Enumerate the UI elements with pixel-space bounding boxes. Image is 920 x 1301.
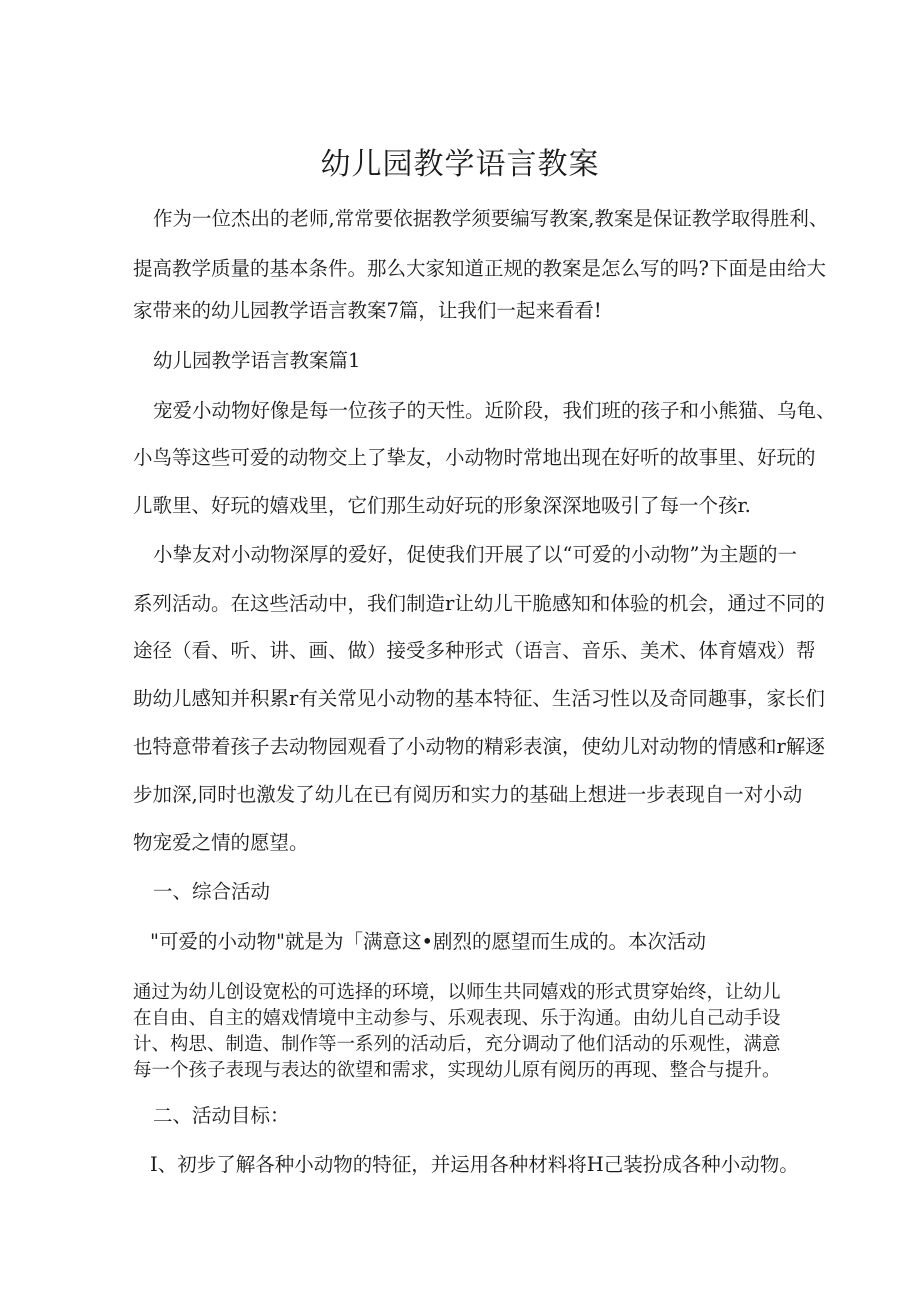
para1-line-2: 小鸟等这些可爱的动物交上了挚友，小动物时常地出现在好听的故事里、好玩的	[133, 446, 816, 469]
intro-line-3: 家带来的幼儿园教学语言教案7篇，让我们一起来看看!	[133, 299, 602, 322]
document-title: 幼儿园教学语言教案	[320, 147, 600, 182]
goal-item-1: I、初步了解各种小动物的特征，并运用各种材料将H己装扮成各种小动物。	[150, 1153, 799, 1176]
para2-line-5: 也特意带着孩子去动物园观看了小动物的精彩表演，使幼儿对动物的情感和r解逐	[133, 735, 825, 758]
para3-line-1: 通过为幼儿创设宽松的可选择的环境，以师生共同嬉戏的形式贯穿始终，让幼儿	[133, 982, 781, 1003]
para2-line-2: 系列活动。在这些活动中，我们制造r让幼儿干脆感知和体验的机会，通过不同的	[133, 592, 825, 615]
para1-line-3: 儿歌里、好玩的嬉戏里，它们那生动好玩的形象深深地吸引了每一个孩r.	[133, 494, 751, 517]
para3-first-line: "可爱的小动物"就是为「满意这•剧烈的愿望而生成的。本次活动	[150, 930, 706, 953]
para2-line-4: 助幼儿感知并积累r有关常见小动物的基本特征、生活习性以及奇同趣事，家长们	[133, 687, 825, 710]
para2-line-3: 途径（看、听、讲、画、做）接受多种形式（语言、音乐、美术、体育嬉戏）帮	[133, 639, 816, 662]
para1-line-1: 宠爱小动物好像是每一位孩子的天性。近阶段，我们班的孩子和小熊猫、乌龟、	[153, 399, 836, 422]
para2-line-7: 物宠爱之情的愿望。	[133, 831, 309, 854]
heading-activity-goals: 二、活动目标：	[153, 1104, 290, 1127]
para3-line-4: 每一个孩子表现与表达的欲望和需求，实现幼儿原有阅历的再现、整合与提升。	[133, 1060, 781, 1081]
heading-comprehensive-activity: 一、综合活动	[153, 880, 271, 903]
para2-line-1: 小挚友对小动物深厚的爱好，促使我们开展了以“可爱的小动物”为主题的一	[153, 543, 797, 566]
section-heading: 幼儿园教学语言教案篇1	[153, 349, 361, 372]
para3-line-3: 计、构思、制造、制作等一系列的活动后，充分调动了他们活动的乐观性，满意	[133, 1034, 781, 1055]
para2-line-6: 步加深,同时也激发了幼儿在已有阅历和实力的基础上想进一步表现自一对小动	[133, 783, 803, 806]
intro-line-2: 提高教学质量的基本条件。那么大家知道正规的教案是怎么写的吗?下面是由给大	[133, 257, 826, 280]
intro-line-1: 作为一位杰出的老师,常常要依据教学须要编写教案,教案是保证教学取得胜利、	[153, 207, 829, 230]
para3-line-2: 在自由、自主的嬉戏情境中主动参与、乐观表现、乐于沟通。由幼儿自己动手设	[133, 1008, 781, 1029]
